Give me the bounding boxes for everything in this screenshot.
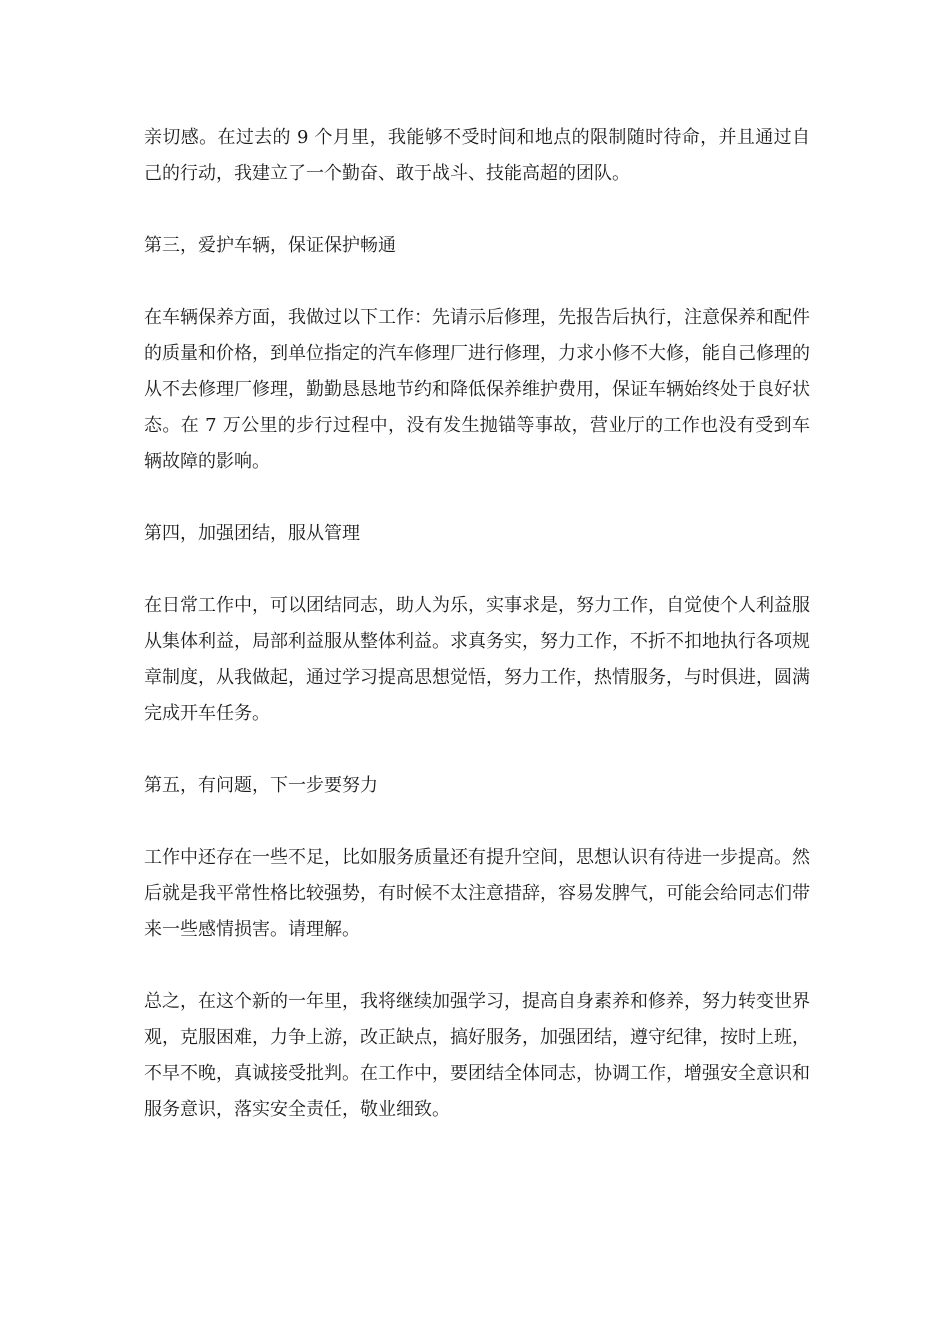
paragraph-team: 亲切感。在过去的 9 个月里，我能够不受时间和地点的限制随时待命，并且通过自己的行动，我建立了一个勤奋、敢于战斗、技能高超的团队。 (144, 127, 810, 184)
paragraph-shortcomings: 工作中还存在一些不足，比如服务质量还有提升空间，思想认识有待进一步提高。然后就是我平常性格比较强势，有时候不太注意措辞，容易发脾气，可能会给同志们带来一些感情损害。请理解。 (144, 847, 810, 940)
paragraph-daily-work: 在日常工作中，可以团结同志，助人为乐，实事求是，努力工作，自觉使个人利益服从集体利益，局部利益服从整体利益。求真务实，努力工作，不折不扣地执行各项规章制度，从我做起，通过学习提高思想觉悟，努力工作，热情服务，与时俱进，圆满完成开车任务。 (144, 595, 810, 724)
section-heading-vehicle-care: 第三，爱护车辆，保证保护畅通 (144, 235, 396, 256)
document-body (144, 120, 810, 1164)
section-heading-problems: 第五，有问题，下一步要努力 (144, 775, 378, 796)
section-heading-unity: 第四，加强团结，服从管理 (144, 523, 360, 544)
paragraph-conclusion: 总之，在这个新的一年里，我将继续加强学习，提高自身素养和修养，努力转变世界观，克服困难，力争上游，改正缺点，搞好服务，加强团结，遵守纪律，按时上班，不早不晚，真诚接受批判。在工作中，要团结全体同志，协调工作，增强安全意识和服务意识，落实安全责任，敬业细致。 (144, 991, 810, 1120)
paragraph-vehicle-maintenance: 在车辆保养方面，我做过以下工作：先请示后修理，先报告后执行，注意保养和配件的质量和价格，到单位指定的汽车修理厂进行修理，力求小修不大修，能自己修理的从不去修理厂修理，勤勤恳恳地节约和降低保养维护费用，保证车辆始终处于良好状态。在 7 万公里的步行过程中，没有发生抛锚等事故，营业厅的工作也没有受到车辆故障的影响。 (144, 307, 810, 472)
